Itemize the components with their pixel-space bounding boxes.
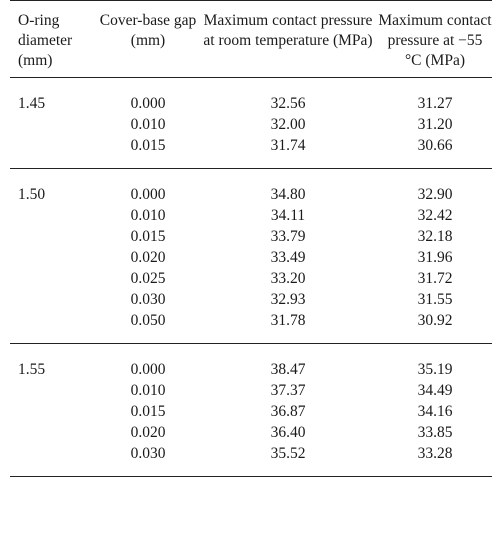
cell-cover-base-gap: 0.015	[130, 137, 166, 154]
cell-oring-diameter	[10, 422, 98, 443]
diameter-group	[10, 344, 492, 477]
cell-oring-diameter	[10, 310, 98, 344]
results-table-container	[10, 0, 492, 477]
table-row	[10, 247, 492, 268]
cell-pressure-minus-55: 31.20	[417, 116, 453, 133]
cell-pressure-minus-55: 32.42	[417, 207, 453, 224]
cell-pressure-room-temp: 35.52	[270, 445, 306, 462]
contact-pressure-table	[10, 0, 492, 477]
cell-pressure-room-temp: 31.74	[270, 137, 306, 154]
table-row	[10, 169, 492, 206]
header-cover-base-gap: Cover-base gap (mm)	[99, 12, 197, 49]
cell-pressure-room-temp: 33.49	[270, 249, 306, 266]
table-row	[10, 289, 492, 310]
cell-pressure-room-temp: 33.20	[270, 270, 306, 287]
cell-pressure-room-temp: 36.40	[270, 424, 306, 441]
cell-oring-diameter	[10, 401, 98, 422]
cell-oring-diameter	[10, 268, 98, 289]
cell-pressure-minus-55: 35.19	[417, 361, 453, 378]
table-row	[10, 443, 492, 477]
table-header	[10, 1, 492, 78]
table-row	[10, 268, 492, 289]
cell-pressure-minus-55: 32.18	[417, 228, 453, 245]
table-row	[10, 135, 492, 169]
cell-pressure-room-temp: 34.11	[270, 207, 306, 224]
cell-oring-diameter	[10, 114, 98, 135]
table-row	[10, 344, 492, 381]
cell-oring-diameter: 1.50	[18, 186, 46, 203]
cell-cover-base-gap: 0.020	[130, 424, 166, 441]
diameter-group	[10, 169, 492, 344]
cell-pressure-minus-55: 34.49	[417, 382, 453, 399]
table-row	[10, 226, 492, 247]
cell-cover-base-gap: 0.030	[130, 445, 166, 462]
cell-pressure-room-temp: 32.00	[270, 116, 306, 133]
cell-pressure-room-temp: 32.56	[270, 95, 306, 112]
cell-cover-base-gap: 0.015	[130, 403, 166, 420]
cell-cover-base-gap: 0.015	[130, 228, 166, 245]
table-row	[10, 205, 492, 226]
cell-pressure-minus-55: 31.55	[417, 291, 453, 308]
table-row	[10, 78, 492, 115]
cell-cover-base-gap: 0.000	[130, 95, 166, 112]
cell-pressure-minus-55: 34.16	[417, 403, 453, 420]
table-row	[10, 114, 492, 135]
diameter-group	[10, 78, 492, 169]
table-row	[10, 380, 492, 401]
cell-cover-base-gap: 0.050	[130, 312, 166, 329]
cell-pressure-room-temp: 33.79	[270, 228, 306, 245]
cell-cover-base-gap: 0.010	[130, 207, 166, 224]
cell-pressure-minus-55: 33.85	[417, 424, 453, 441]
cell-cover-base-gap: 0.030	[130, 291, 166, 308]
cell-pressure-room-temp: 37.37	[270, 382, 306, 399]
cell-cover-base-gap: 0.010	[130, 116, 166, 133]
cell-oring-diameter	[10, 443, 98, 477]
cell-oring-diameter	[10, 226, 98, 247]
cell-pressure-minus-55: 31.72	[417, 270, 453, 287]
cell-oring-diameter	[10, 247, 98, 268]
cell-pressure-minus-55: 30.92	[417, 312, 453, 329]
header-pressure-room-temp: Maximum contact pressure at room temperature (MPa)	[203, 12, 373, 49]
header-pressure-minus-55: Maximum contact pressure at −55 °C (MPa)	[378, 12, 492, 69]
cell-oring-diameter	[10, 380, 98, 401]
table-row	[10, 401, 492, 422]
cell-cover-base-gap: 0.000	[130, 186, 166, 203]
cell-oring-diameter	[10, 135, 98, 169]
header-oring-diameter: O-ring diameter (mm)	[18, 12, 73, 69]
cell-pressure-room-temp: 36.87	[270, 403, 306, 420]
cell-pressure-room-temp: 31.78	[270, 312, 306, 329]
cell-oring-diameter: 1.45	[18, 95, 46, 112]
cell-oring-diameter	[10, 289, 98, 310]
cell-pressure-minus-55: 31.27	[417, 95, 453, 112]
cell-pressure-room-temp: 34.80	[270, 186, 306, 203]
cell-cover-base-gap: 0.010	[130, 382, 166, 399]
cell-oring-diameter: 1.55	[18, 361, 46, 378]
table-row	[10, 422, 492, 443]
cell-pressure-minus-55: 33.28	[417, 445, 453, 462]
cell-pressure-minus-55: 31.96	[417, 249, 453, 266]
cell-cover-base-gap: 0.020	[130, 249, 166, 266]
cell-pressure-minus-55: 30.66	[417, 137, 453, 154]
cell-cover-base-gap: 0.000	[130, 361, 166, 378]
table-row	[10, 310, 492, 344]
cell-cover-base-gap: 0.025	[130, 270, 166, 287]
cell-pressure-room-temp: 32.93	[270, 291, 306, 308]
cell-oring-diameter	[10, 205, 98, 226]
cell-pressure-room-temp: 38.47	[270, 361, 306, 378]
cell-pressure-minus-55: 32.90	[417, 186, 453, 203]
